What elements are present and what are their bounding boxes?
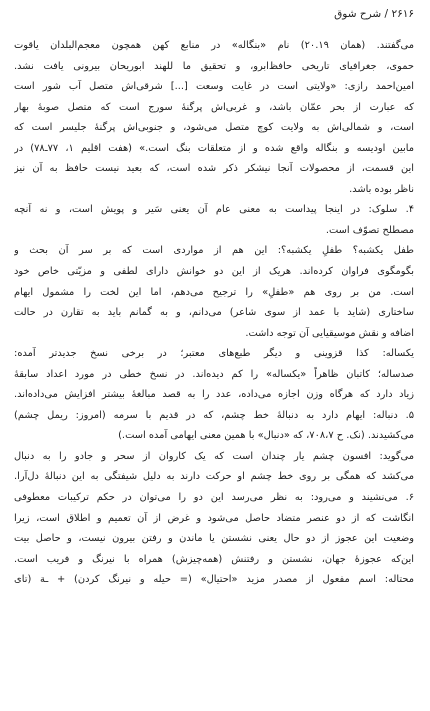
text-line: اضافه و نقش موسیقیایی آن توجه داشت. — [245, 327, 414, 339]
text-line: زیاد دارد که هرگاه وزن اجازه می‌داده، عدد را به قصد مبالغهٔ بیشتر افزایش می‌داده‌اند. — [14, 389, 414, 401]
text-line: امین‌احمد رازی: «ولایتی است در غایت وسعت [...] شرقی‌اش متصل آب شور است — [14, 81, 414, 93]
text-line: می‌گفتند. (همان ۲۰.۱۹) نام «بنگاله» در منابع کهن همچون معجم‌البلدان یاقوت — [14, 40, 414, 51]
text-line: می‌کشد که همگی بر روی خط چشم او حرکت دارند به دلیل شیفتگی به این دنبالهٔ دل‌آرا. — [14, 471, 414, 483]
book-page — [14, 6, 414, 707]
text-line: مابین اودیسه و بنگاله واقع شده و از متعلقات بنگ است.» (هفت اقلیم ۱، ۷۷ـ۷۸) در — [14, 142, 414, 154]
text-line: بگومگوی فراوان کرده‌اند. هریک از این دو خوانش دارای لطفی و مزیّتی خاص خود — [14, 266, 414, 278]
text-line: که عبارت از بحر عمّان باشد، و غربی‌اش پرگنهٔ سورج است که متصل صوبهٔ بهار — [14, 101, 414, 113]
page-number: ۲۶۱۶ — [391, 8, 414, 20]
text-line: است. من بر روی هم «طفلِ» را ترجیح می‌دهم، اما این لخت را مشمول ایهام — [14, 286, 414, 298]
text-line: انگاشت که از دو عنصر متضاد حاصل می‌شود و غرض از آن تعمیم و اطلاق است، زیرا — [14, 512, 414, 524]
header-separator: / — [384, 8, 389, 20]
text-line: طفل یکشبه؟ طفلِ یکشبه؟: این هم از مواردی است که بر سر آن بحث و — [14, 245, 414, 257]
text-line: می‌گوید: افسون چشم یار چندان است که یک کاروان از سحر و جادو را به دنبال — [14, 450, 414, 462]
text-line: است، و شمالی‌اش به ولایت کوچ متصل می‌شود، و جنوبی‌اش پرگنهٔ جلیسر است که — [14, 122, 414, 134]
text-line: می‌کشیدند. (نک. ح ۷۰۸،۷، که «دنبال» با همین معنی ایهامی آمده است.) — [118, 430, 414, 442]
text-line: محتاله: اسم مفعول از مصدر مزید «احتیال» (= حیله و نیرنگ کردن) + ـة (تای — [14, 574, 414, 586]
text-line: وضعیت این عجوز از دو حال یعنی نشستن یا ماندن و رفتن بیرون نیست، و حاصل بیت — [14, 533, 414, 545]
text-line: حموی، جغرافیای تاریخی حافظ‌ابرو، و تحقیق ما للهند ابوریحان بیرونی یافت نشد. — [14, 60, 414, 72]
text-line: ۴. سلوک: در اینجا پیداست به معنی عام آن یعنی سَیر و پویش است، و نه آنچه — [14, 204, 414, 216]
text-line: این‌که عجوزهٔ جهان، نشستن و رفتنش (همه‌چیزش) همراه با نیرنگ و فریب است. — [14, 553, 414, 565]
page-body — [14, 36, 414, 707]
text-line: این قسمت، از محصولات آنجا نیشکر ذکر شده است، که بعید نیست حافظ به آن نیز — [14, 163, 414, 175]
text-line: یکساله: کذا قزوینی و دیگر طبع‌های معتبر؛ در برخی نسخ جدیدتر آمده: — [14, 348, 414, 360]
text-line: ساختاری (شاید با عمد از سوی شاعر) می‌دانم، و به گمانم باید به تقارن در حالت — [14, 307, 414, 319]
text-line: مصطلح تصوّف است. — [325, 224, 414, 236]
book-title: شرح شوق — [334, 8, 382, 20]
running-header — [14, 6, 414, 24]
text-line: ۵. دنباله: ایهام دارد به دنبالهٔ خط چشم، که در قدیم با سرمه (امروز: ریمل چشم) — [14, 409, 414, 421]
text-line: ۶. می‌نشیند و می‌رود: به نظر می‌رسد این دو را می‌توان در حکم ترکیبات معطوفی — [14, 492, 414, 504]
text-line: ناظر بوده باشد. — [349, 183, 414, 195]
text-line: صدساله؛ کاتبان ظاهراً «یکساله» را کم دیده‌اند. در نسخ خطی در مورد اعداد سابقهٔ — [14, 368, 414, 380]
